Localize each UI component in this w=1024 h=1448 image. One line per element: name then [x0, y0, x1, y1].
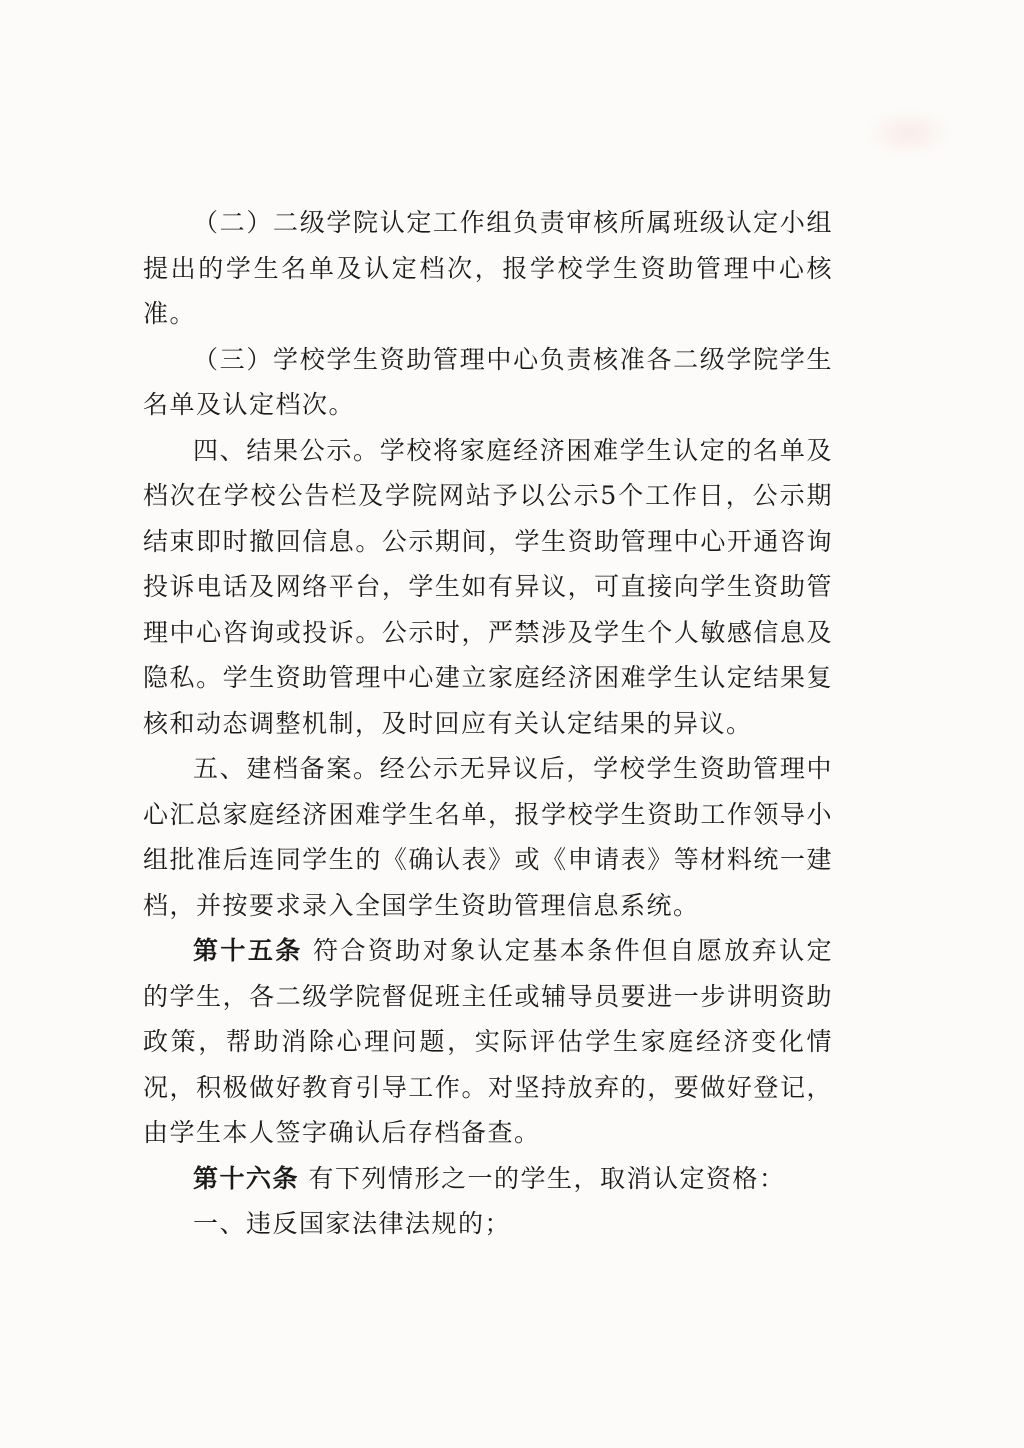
paragraph-2-3 [143, 337, 833, 428]
paragraph-item-1 [143, 1201, 833, 1247]
paragraph-text: （三）学校学生资助管理中心负责核准各二级学院学生名单及认定档次。 [143, 344, 833, 419]
paragraph-text: 四、结果公示。学校将家庭经济困难学生认定的名单及档次在学校公告栏及学院网站予以公示5个工作日，公示期结束即时撤回信息。公示期间，学生资助管理中心开通咨询投诉电话及网络平台，学生如有异议，可直接向学生资助管理中心咨询或投诉。公示时，严禁涉及学生个人敏感信息及隐私。学生资助管理中心建立家庭经济困难学生认定结果复核和动态调整机制，及时回应有关认定结果的异议。 [143, 435, 833, 738]
paragraph-archiving [143, 746, 833, 928]
paragraph-text: 符合资助对象认定基本条件但自愿放弃认定的学生，各二级学院督促班主任或辅导员要进一步讲明资助政策，帮助消除心理问题，实际评估学生家庭经济变化情况，积极做好教育引导工作。对坚持放弃的，要做好登记，由学生本人签字确认后存档备查。 [143, 936, 833, 1147]
paragraph-text: 一、违反国家法律法规的； [193, 1209, 512, 1238]
paragraph-text: 有下列情形之一的学生，取消认定资格： [299, 1163, 786, 1193]
paragraph-text: 五、建档备案。经公示无异议后，学校学生资助管理中心汇总家庭经济困难学生名单，报学校学生资助工作领导小组批准后连同学生的《确认表》或《申请表》等材料统一建档，并按要求录入全国学生资助管理信息系统。 [143, 754, 833, 920]
paragraph-article-15 [143, 928, 833, 1156]
paragraph-article-16 [143, 1156, 833, 1202]
paragraph-text: （二）二级学院认定工作组负责审核所属班级认定小组提出的学生名单及认定档次，报学校学生资助管理中心核准。 [143, 208, 833, 328]
document-body [143, 200, 833, 1247]
article-number: 第十六条 [193, 1163, 300, 1193]
article-number: 第十五条 [193, 936, 303, 965]
paragraph-2-2 [143, 200, 833, 337]
scan-stain [864, 108, 954, 158]
paragraph-result-publicity [143, 428, 833, 747]
